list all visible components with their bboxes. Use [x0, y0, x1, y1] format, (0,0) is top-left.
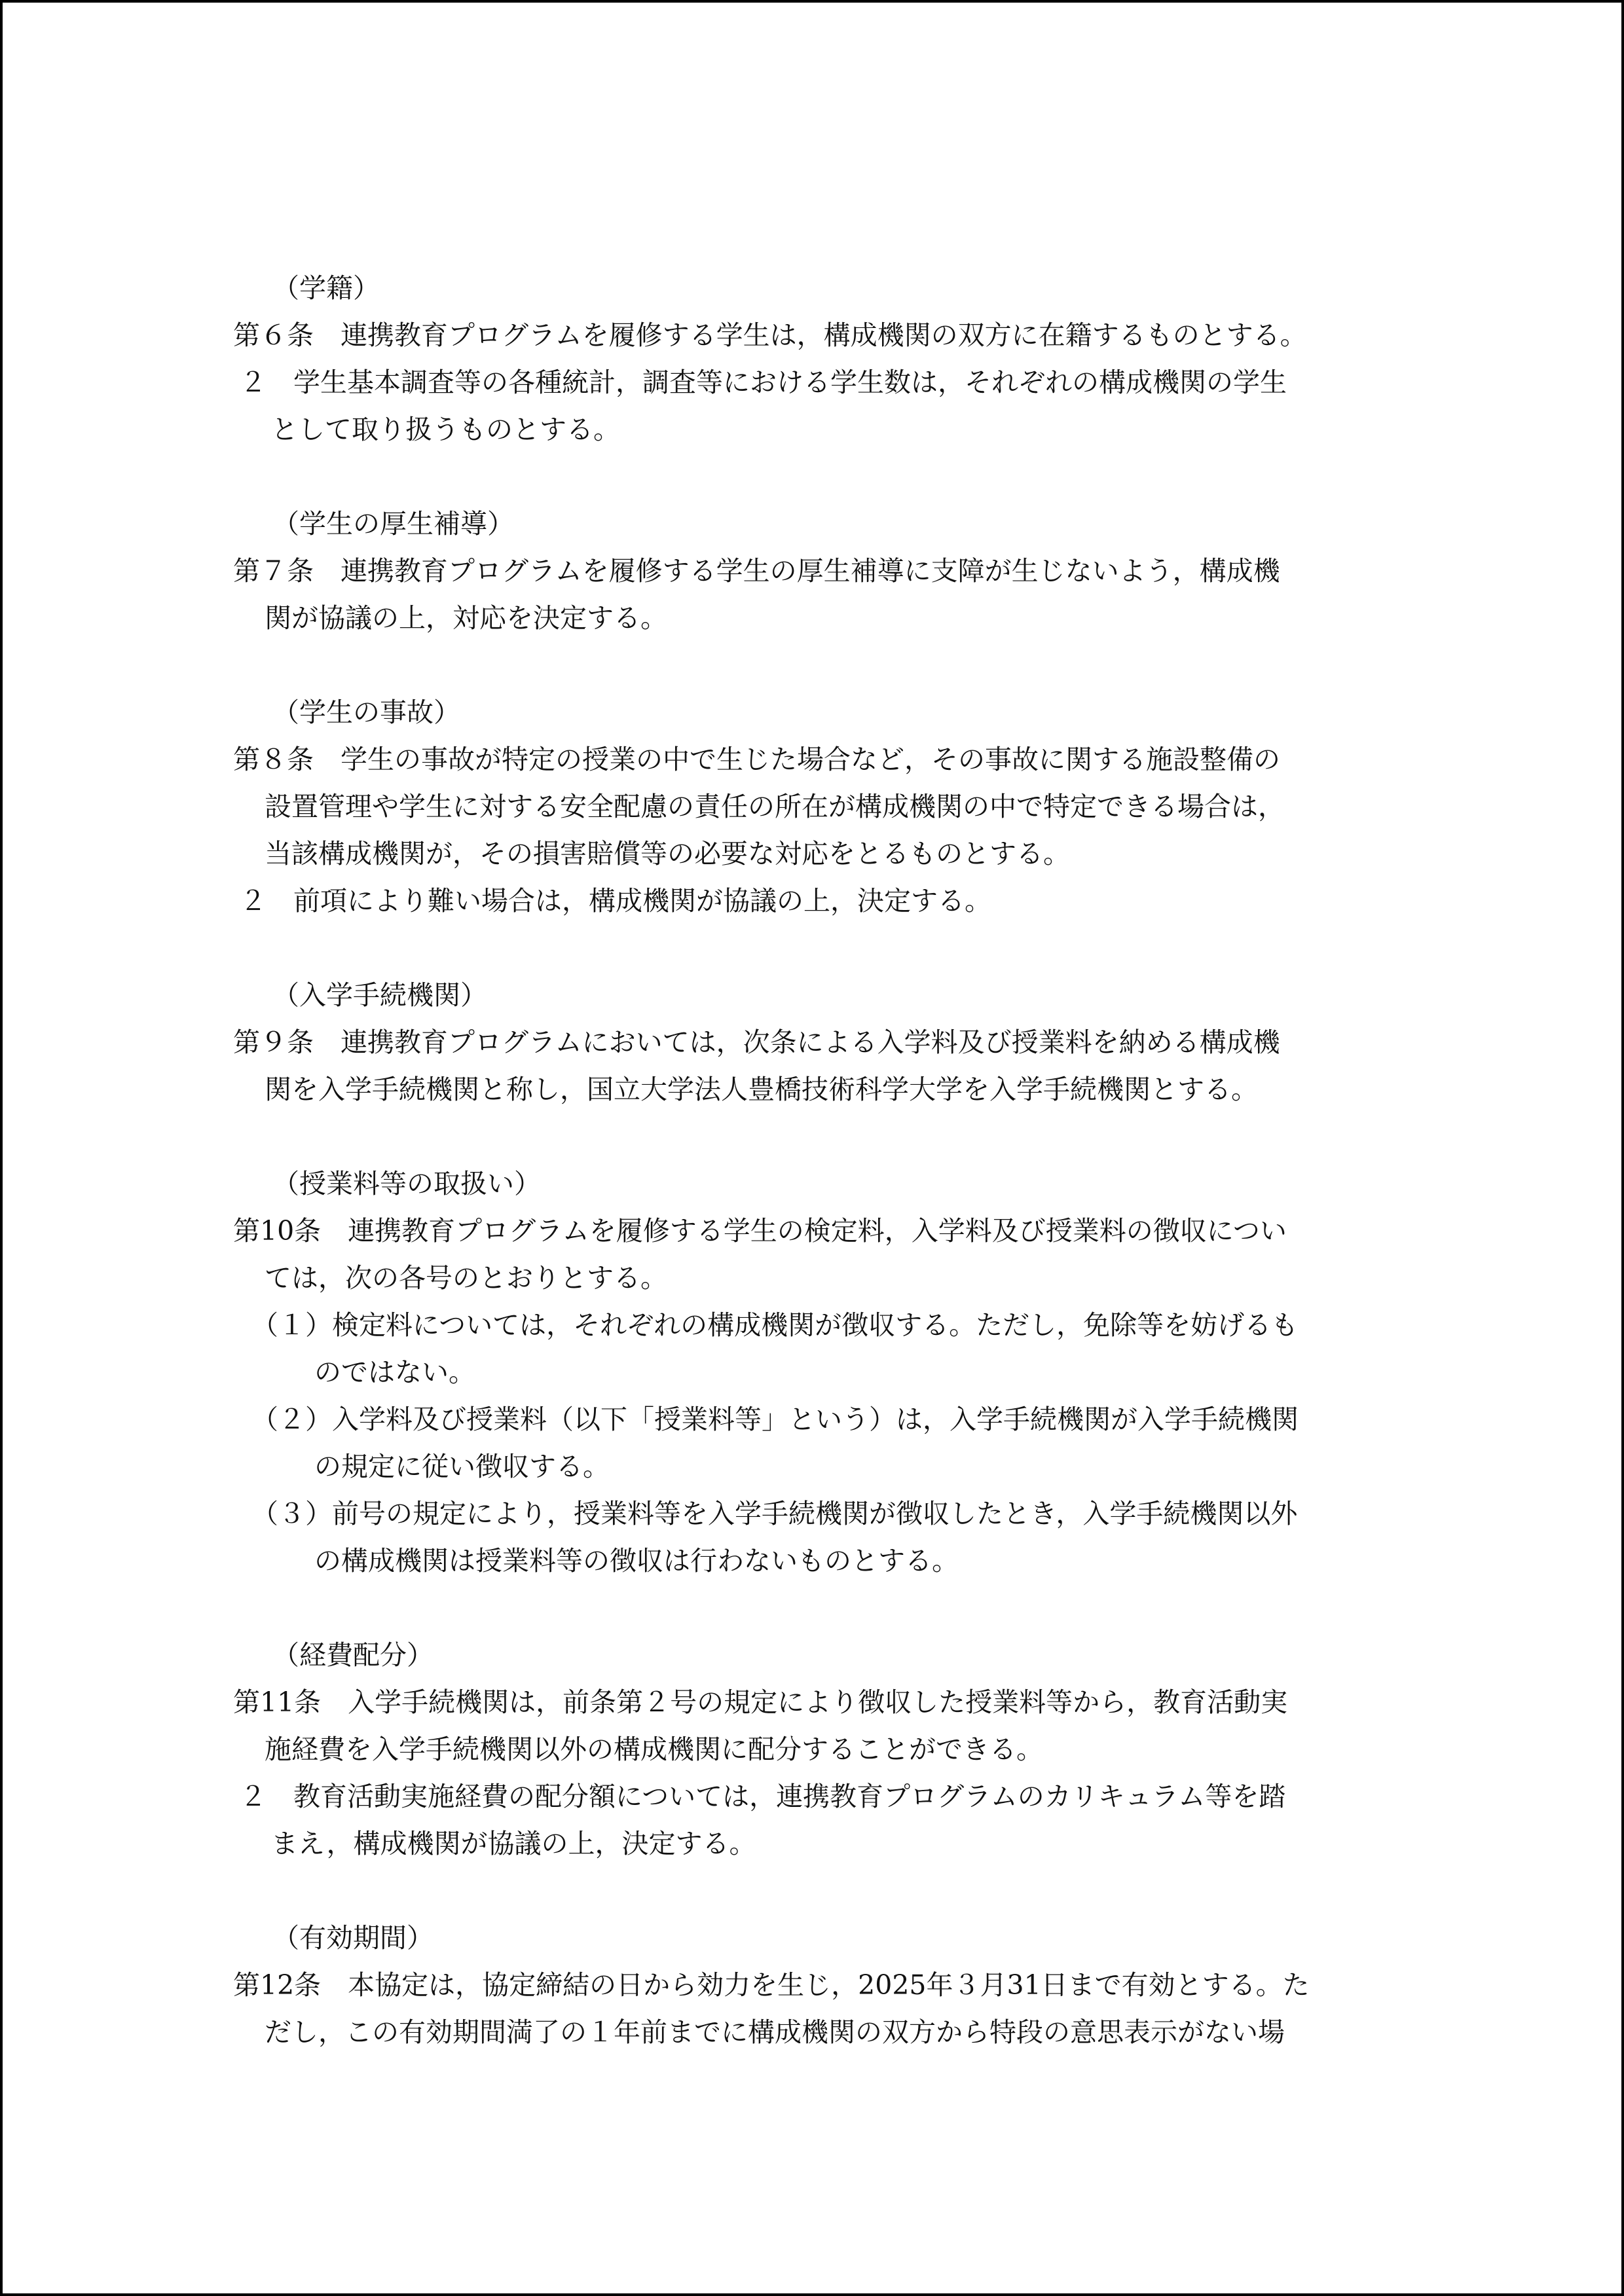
text-line: 第12条 本協定は，協定締結の日から効力を生じ，2025年３月31日まで有効とする。た [233, 1969, 1310, 2001]
text-line: 第６条 連携教育プログラムを履修する学生は，構成機関の双方に在籍するものとする。 [233, 319, 1307, 351]
article-6-para-2 [233, 359, 1399, 453]
text-line: の規定に従い徴収する。 [314, 1451, 610, 1482]
text-line: の構成機関は授業料等の徴収は行わないものとする。 [314, 1545, 959, 1576]
article-10 [233, 1160, 1399, 1584]
text-line: 関を入学手続機関と称し，国立大学法人豊橋技術科学大学を入学手続機関とする。 [265, 1074, 1258, 1105]
article-12-para-1 [233, 1961, 1399, 2056]
text-line: ては，次の各号のとおりとする。 [265, 1262, 667, 1294]
article-8-heading: （学生の事故） [272, 697, 460, 728]
article-11-para-2 [233, 1773, 1399, 1867]
text-line: 第10条 連携教育プログラムを履修する学生の検定料，入学料及び授業料の徴収につい [233, 1215, 1287, 1247]
text-line: 第９条 連携教育プログラムにおいては，次条による入学料及び授業料を納める構成機 [233, 1027, 1280, 1058]
article-9-heading: （入学手続機関） [272, 979, 487, 1011]
article-10-item-2 [233, 1396, 1399, 1490]
article-8-para-2 [233, 877, 1399, 924]
article-6 [233, 264, 1399, 453]
article-12-heading: （有効期間） [272, 1922, 434, 1954]
article-10-para-1 [233, 1207, 1399, 1302]
article-8-para-1 [233, 736, 1399, 877]
article-8 [233, 689, 1399, 924]
article-11 [233, 1631, 1399, 1867]
article-10-item-1 [233, 1302, 1399, 1396]
text-line: だし，この有効期間満了の１年前までに構成機関の双方から特段の意思表示がない場 [265, 2016, 1285, 2048]
article-6-heading: （学籍） [272, 272, 380, 304]
text-line: ２ 教育活動実施経費の配分額については，連携教育プログラムのカリキュラム等を踏 [240, 1781, 1286, 1812]
article-7-para-1 [233, 547, 1399, 642]
text-line: 設置管理や学生に対する安全配慮の責任の所在が構成機関の中で特定できる場合は， [265, 791, 1285, 822]
text-line: 第８条 学生の事故が特定の授業の中で生じた場合など，その事故に関する施設整備の [233, 744, 1280, 775]
article-10-item-3 [233, 1490, 1399, 1584]
article-12 [233, 1914, 1399, 2056]
text-line: として取り扱うものとする。 [271, 414, 620, 445]
text-line: まえ，構成機関が協議の上，決定する。 [271, 1828, 756, 1859]
article-7 [233, 500, 1399, 642]
document-body [233, 264, 1399, 2103]
text-line: 関が協議の上，対応を決定する。 [265, 602, 667, 634]
text-line: ２ 前項により難い場合は，構成機関が協議の上，決定する。 [240, 885, 991, 917]
text-line: 施経費を入学手続機関以外の構成機関に配分することができる。 [265, 1734, 1043, 1765]
text-line: （３）前号の規定により，授業料等を入学手続機関が徴収したとき，入学手続機関以外 [251, 1498, 1298, 1529]
article-9-para-1 [233, 1019, 1399, 1113]
text-line: 当該構成機関が，その損害賠償等の必要な対応をとるものとする。 [265, 838, 1070, 869]
text-line: （１）検定料については，それぞれの構成機関が徴収する。ただし，免除等を妨げるも [251, 1309, 1299, 1341]
article-9 [233, 972, 1399, 1113]
text-line: 第７条 連携教育プログラムを履修する学生の厚生補導に支障が生じないよう，構成機 [233, 555, 1280, 587]
text-line: （２）入学料及び授業料（以下「授業料等」という）は，入学手続機関が入学手続機関 [251, 1404, 1299, 1435]
text-line: 第11条 入学手続機関は，前条第２号の規定により徴収した授業料等から，教育活動実 [233, 1686, 1288, 1718]
article-10-heading: （授業料等の取扱い） [272, 1168, 541, 1199]
article-7-heading: （学生の厚生補導） [272, 508, 514, 539]
text-line: のではない。 [314, 1357, 475, 1388]
text-line: ２ 学生基本調査等の各種統計，調査等における学生数は，それぞれの構成機関の学生 [240, 367, 1287, 398]
article-6-para-1 [233, 312, 1399, 359]
article-11-heading: （経費配分） [272, 1639, 434, 1671]
article-11-para-1 [233, 1679, 1399, 1773]
